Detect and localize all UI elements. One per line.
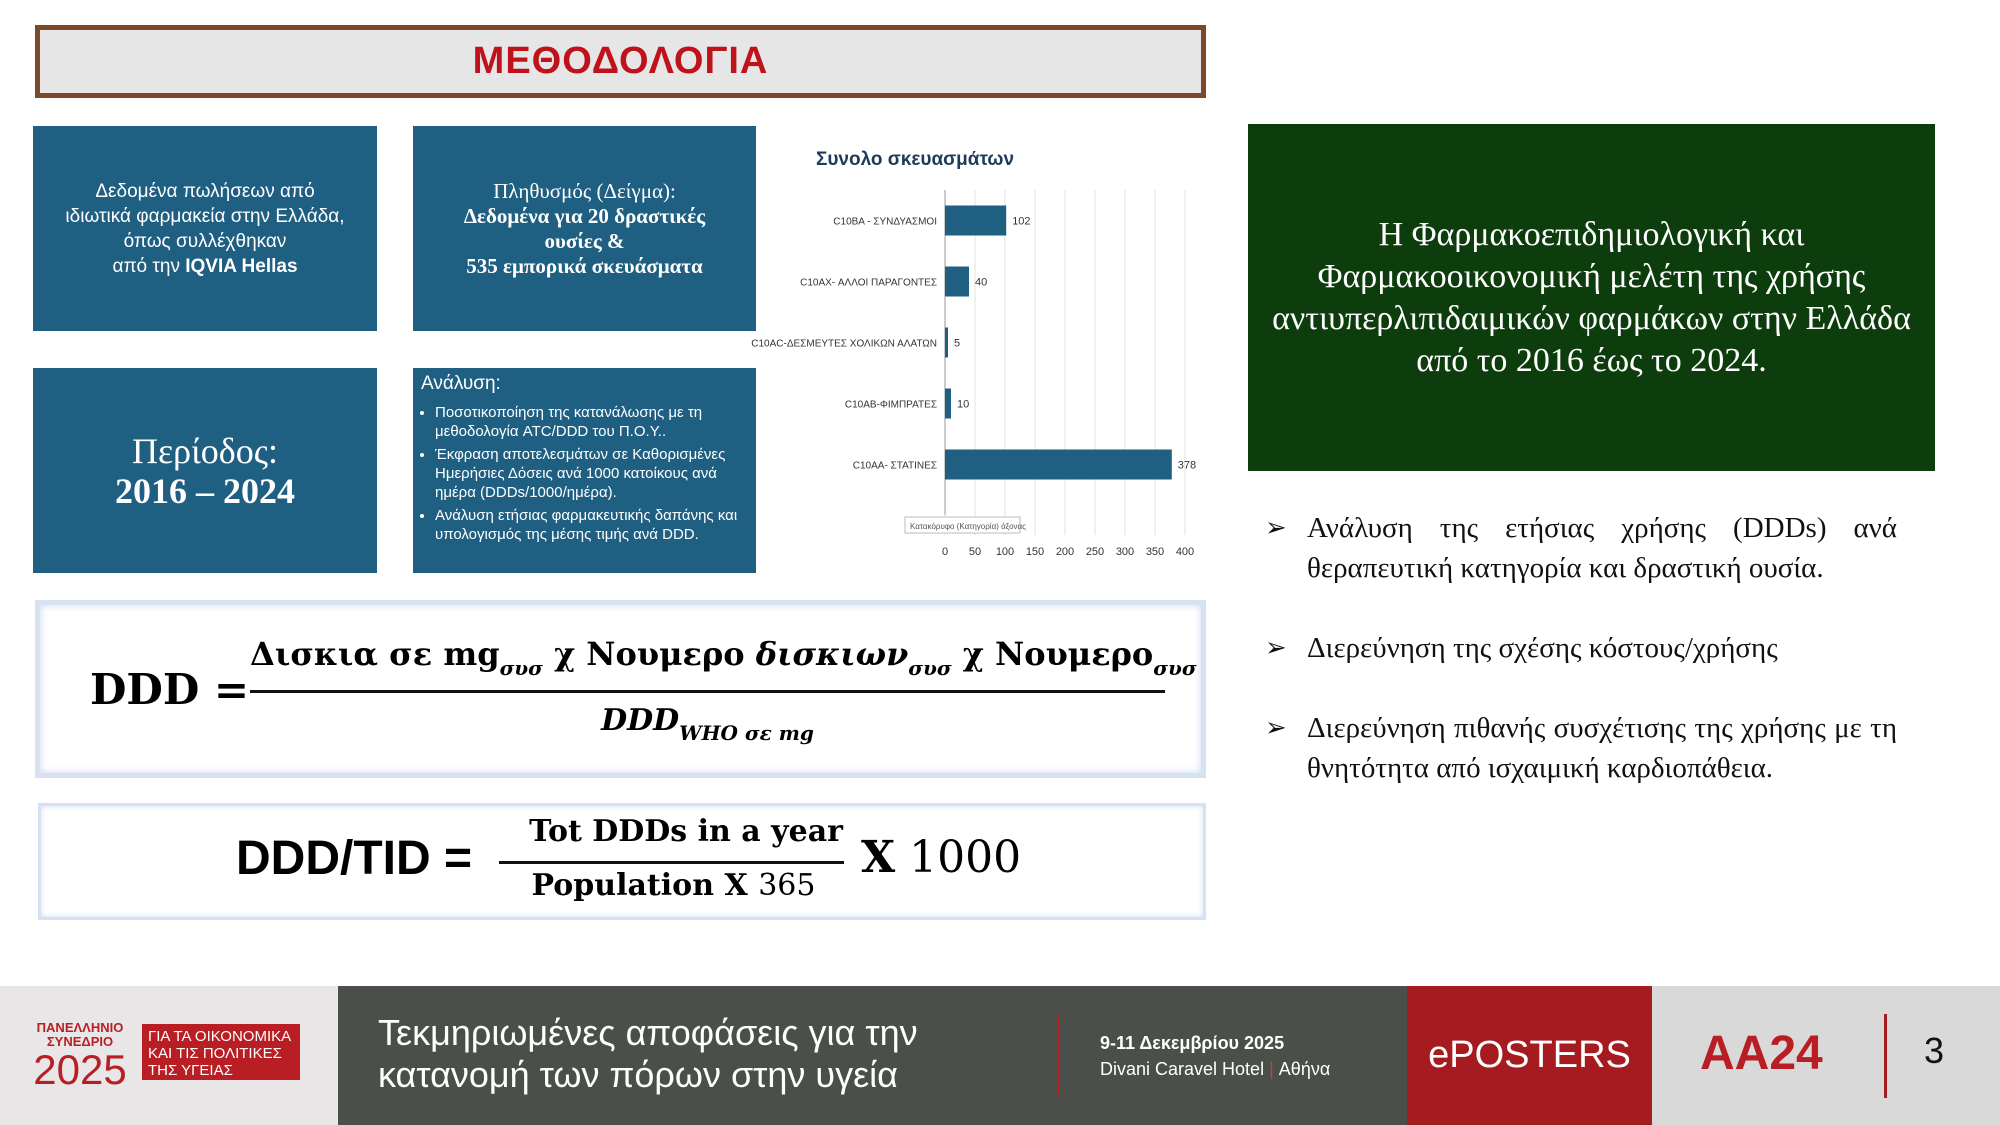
- chart-category-label: C10AA- ΣΤΑΤΙΝΕΣ: [852, 460, 937, 472]
- poster-code: ΑΑ24: [1700, 1027, 1823, 1080]
- analysis-item: • Ανάλυση ετήσιας φαρμακευτικής δαπάνης και υπολογισμός της μέσης τιμής ανά DDD.: [435, 506, 748, 544]
- chart-value-label: 10: [957, 398, 970, 411]
- chart-tick-label: 0: [941, 546, 949, 558]
- event-dates: 9-11 Δεκεμβρίου 2025: [1100, 1033, 1285, 1053]
- poster-id-divider: [1884, 1014, 1887, 1098]
- population-line3: ουσίες &: [544, 228, 625, 253]
- chart-value-label: 102: [1012, 215, 1031, 228]
- ddd-formula-box: [35, 600, 1206, 778]
- chart-category-label: C10AC-ΔΕΣΜΕΥΤΕΣ ΧΟΛΙΚΩΝ ΑΛΑΤΩΝ: [751, 338, 937, 350]
- chart-bar: [945, 206, 1006, 236]
- objective-text: Ανάλυση της ετήσιας χρήσης (DDDs) ανά θεραπευτική κατηγορία και δραστική ουσία.: [1307, 512, 1897, 584]
- objectives-list: [1265, 508, 1897, 828]
- logo-left: [30, 1021, 130, 1091]
- data-source-line4: [112, 254, 297, 279]
- chart-tick-label: 300: [1115, 546, 1135, 558]
- chart-tick-label: 250: [1085, 546, 1105, 558]
- ddd-tid-numerator: Tot DDDs in a year: [529, 814, 843, 849]
- page-number: 3: [1924, 1030, 1945, 1071]
- footer-event-info: [1100, 1030, 1330, 1082]
- ddd-tid-formula-box: [38, 803, 1206, 920]
- den-main: DDD: [601, 703, 680, 738]
- chart-tick-label: 350: [1145, 546, 1165, 558]
- slogan-line2: κατανομή των πόρων στην υγεία: [378, 1054, 898, 1095]
- data-source-line3: όπως συλλέχθηκαν: [123, 230, 287, 252]
- ddd-fraction-line: [250, 690, 1165, 693]
- objective-text: Διερεύνηση της σχέσης κόστους/χρήσης: [1307, 632, 1778, 664]
- population-line2: Δεδομένα για 20 δραστικές: [463, 203, 706, 228]
- packages-bar-chart: [751, 135, 1210, 565]
- data-source-line1: Δεδομένα πωλήσεων από: [95, 180, 315, 202]
- event-city: Αθήνα: [1278, 1059, 1331, 1079]
- eposters-label: ePOSTERS: [1407, 986, 1652, 1125]
- arrow-bullet-icon: ➢: [1265, 713, 1287, 742]
- chart-value-label: 378: [1177, 459, 1197, 472]
- chart-bar: [945, 328, 948, 358]
- chart-category-label: C10AX- ΑΛΛΟΙ ΠΑΡΑΓΟΝΤΕΣ: [800, 277, 937, 289]
- chart-category-label: C10BA - ΣΥΝΔΥΑΣΜΟΙ: [833, 216, 937, 228]
- population-label: Πληθυσμός (Δείγμα):: [493, 178, 676, 203]
- num-part-b: χ Νουμερο: [542, 635, 756, 673]
- logo-year: 2025: [33, 1046, 127, 1093]
- objective-item: [1265, 628, 1897, 668]
- analysis-list: [421, 403, 748, 544]
- page-title-bar: [35, 25, 1206, 98]
- chart-bar: [945, 450, 1172, 480]
- analysis-item: • Έκφραση αποτελεσμάτων σε Καθορισμένες Ημερήσιες Δόσεις ανά 1000 κατοίκους ανά ημέρα (DDDs/1000/ημέρα).: [435, 445, 748, 502]
- num-sub1: συσ: [499, 656, 543, 680]
- objective-item: [1265, 708, 1897, 788]
- chart-category-label: C10AB-ΦΙΜΠΡΑΤΕΣ: [844, 399, 937, 411]
- data-source-line2: ιδιωτικά φαρμακεία στην Ελλάδα,: [65, 205, 345, 227]
- event-venue-line: Divani Caravel Hotel | Αθήνα: [1100, 1059, 1331, 1079]
- page-title: ΜΕΘΟΔΟΛΟΓΙΑ: [472, 40, 769, 82]
- event-venue: Divani Caravel Hotel: [1100, 1059, 1265, 1079]
- den-bold: Population X: [531, 868, 759, 903]
- objective-text: Διερεύνηση πιθανής συσχέτισης της χρήσης με τη θνητότητα από ισχαιμική καρδιοπάθεια.: [1307, 712, 1897, 784]
- footer-slogan: [378, 1012, 918, 1096]
- chart-bar: [945, 267, 969, 297]
- ddd-formula-denominator: [250, 703, 1165, 745]
- analysis-heading: Ανάλυση:: [421, 373, 501, 394]
- den-value: 365: [758, 868, 816, 903]
- chart-tick-label: 150: [1025, 546, 1045, 558]
- mult-x: X: [861, 832, 896, 883]
- logo-right-text: ΓΙΑ ΤΑ ΟΙΚΟΝΟΜΙΚΑ ΚΑΙ ΤΙΣ ΠΟΛΙΤΙΚΕΣ ΤΗΣ ΥΓΕΙΑΣ: [142, 1024, 300, 1080]
- chart-tick-label: 200: [1055, 546, 1075, 558]
- population-box: [413, 126, 756, 331]
- den-sub: WHO σε mg: [679, 721, 814, 745]
- study-title-text: Η Φαρμακοεπιδημιολογική και Φαρμακοοικονομική μελέτη της χρήσης αντιυπερλιπιδαιμικών φαρμάκων στην Ελλάδα από το 2016 έως το 2024.: [1272, 215, 1911, 379]
- period-box: [33, 368, 377, 573]
- objective-item: [1265, 508, 1897, 588]
- poster-id-area: [1652, 986, 2000, 1125]
- chart-tick-label: 400: [1175, 546, 1195, 558]
- data-source-box: [33, 126, 377, 331]
- ddd-tid-denominator: [496, 868, 851, 903]
- period-range: 2016 – 2024: [115, 470, 295, 511]
- population-line4: 535 εμπορικά σκευάσματα: [466, 253, 703, 278]
- data-source-prefix: από την: [112, 255, 186, 277]
- slogan-line1: Τεκμηριωμένες αποφάσεις για την: [378, 1012, 918, 1053]
- arrow-bullet-icon: ➢: [1265, 633, 1287, 662]
- num-sub2: συσ: [908, 656, 952, 680]
- ddd-tid-fraction-line: [499, 861, 844, 864]
- ddd-formula-numerator: [250, 635, 1197, 680]
- period-label: Περίοδος:: [132, 430, 278, 471]
- logo-small-text: ΠΑΝΕΛΛΗΝΙΟ ΣΥΝΕΔΡΙΟ: [36, 1020, 124, 1049]
- arrow-bullet-icon: ➢: [1265, 513, 1287, 542]
- chart-value-label: 5: [954, 337, 961, 350]
- footer-bar: [0, 986, 2000, 1125]
- mult-value: 1000: [895, 832, 1022, 883]
- study-title-panel: [1248, 124, 1935, 471]
- footer-divider: [1058, 1016, 1060, 1096]
- analysis-box: [413, 368, 756, 573]
- chart-tick-label: 50: [968, 546, 982, 558]
- num-part-b-italic: δισκιων: [755, 635, 909, 673]
- ddd-tid-multiplier: [861, 832, 1021, 883]
- footer-slogan-area: [338, 986, 1407, 1125]
- num-part-a: Δισκια σε mg: [250, 635, 500, 673]
- ddd-formula-lhs: DDD =: [90, 665, 250, 714]
- congress-logo: [0, 986, 338, 1125]
- chart-bar: [945, 389, 951, 419]
- chart-title: Συνολο σκευασμάτων: [815, 149, 1015, 170]
- data-source-iqvia: IQVIA Hellas: [185, 255, 298, 277]
- num-sub3: συσ: [1153, 656, 1197, 680]
- chart-value-label: 40: [975, 276, 988, 289]
- num-part-c: χ Νουμερο: [951, 635, 1154, 673]
- chart-tick-label: 100: [995, 546, 1015, 558]
- chart-axis-label: Κατακόρυφο (Κατηγορία) άξονας: [910, 522, 1027, 531]
- analysis-item: • Ποσοτικοποίηση της κατανάλωσης με τη μεθοδολογία ATC/DDD του Π.Ο.Υ..: [435, 403, 748, 441]
- ddd-tid-lhs: DDD/TID =: [236, 832, 473, 885]
